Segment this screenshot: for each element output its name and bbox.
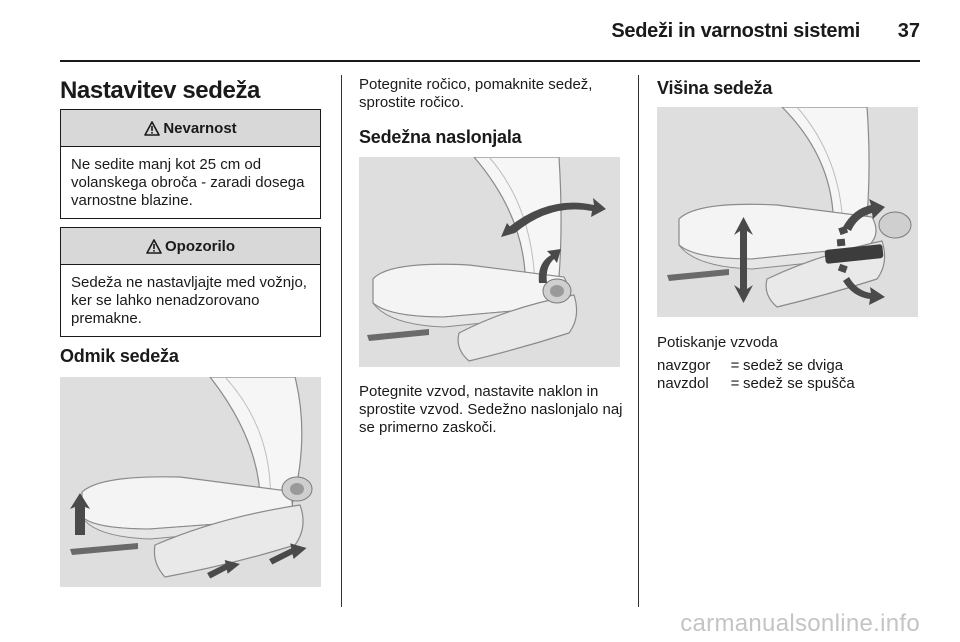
seat-distance-heading: Odmik sedeža xyxy=(60,346,179,366)
definition-term: navzgor xyxy=(657,357,711,374)
seat-height-intro: Potiskanje vzvoda xyxy=(657,334,778,351)
danger-notice-title: Nevarnost xyxy=(163,119,237,137)
backrest-heading: Sedežna naslonjala xyxy=(359,127,522,147)
danger-notice-text: Ne sedite manj kot 25 cm od volanskega obroča - zaradi dosega varnostne blazine. xyxy=(71,156,305,209)
warning-notice-title: Opozorilo xyxy=(165,237,235,255)
seat-height-heading: Višina sedeža xyxy=(657,78,773,98)
column-divider-1 xyxy=(341,75,342,607)
section-title: Sedeži in varnostni sistemi xyxy=(611,20,860,42)
danger-notice-header xyxy=(61,110,320,147)
page-heading: Nastavitev sedeža xyxy=(60,77,260,104)
page-number: 37 xyxy=(897,20,920,42)
definition-description: sedež se dviga xyxy=(743,357,844,374)
definition-description: sedež se spušča xyxy=(743,375,855,392)
danger-notice xyxy=(60,109,321,219)
definition-row xyxy=(657,375,855,393)
definition-separator: = xyxy=(730,357,740,374)
definition-separator: = xyxy=(730,375,740,392)
warning-notice-text: Sedeža ne nastavljajte med vožnjo, ker se lahko nenadzorovano premakne. xyxy=(71,274,307,327)
warning-notice-header xyxy=(61,228,320,265)
seat-distance-illustration xyxy=(60,377,321,587)
backrest-instructions: Potegnite vzvod, nastavite naklon in sprostite vzvod. Sedežno naslonjalo naj se primerno zaskoči. xyxy=(359,383,623,436)
column-divider-2 xyxy=(638,75,639,607)
warning-triangle-icon xyxy=(146,239,162,254)
warning-triangle-icon xyxy=(144,121,160,136)
seat-distance-instructions: Potegnite ročico, pomaknite sedež, sprostite ročico. xyxy=(359,76,593,111)
backrest-illustration xyxy=(359,157,620,367)
warning-notice xyxy=(60,227,321,337)
header-rule xyxy=(60,60,920,62)
seat-height-illustration xyxy=(657,107,918,317)
definition-term: navzdol xyxy=(657,375,709,392)
definition-row xyxy=(657,357,855,375)
watermark: carmanualsonline.info xyxy=(680,610,920,637)
seat-height-definitions xyxy=(657,357,855,393)
